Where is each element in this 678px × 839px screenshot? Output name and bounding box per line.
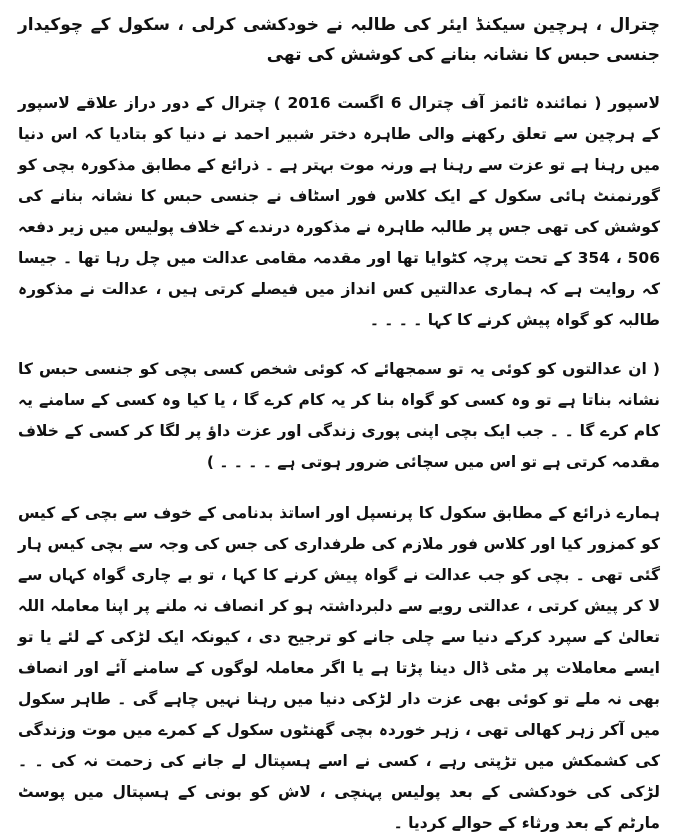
article-paragraph-intro: لاسپور ( نمائندہ ٹائمز آف چترال 6 اگست 2016 ) چترال کے دور دراز علاقے لاسپور کے ہرچین سے تعلق رکھنے والی طاہرہ دختر شبیر احمد نے دنیا کو بتادیا کہ اس دنیا میں رہنا ہے تو عزت سے رہنا ہے ورنہ موت بہتر ہے ۔ ذرائع کے مطابق مذکورہ بچی کو گورنمنٹ ہائی سکول کے ایک کلاس فور اسٹاف نے جنسی حبس کا نشانہ بنانے کی کوشش کی تھی جس پر طالبہ طاہرہ نے مذکورہ درندے کے خلاف پولیس میں زیر دفعہ 506 ، 354 کے تحت پرچہ کٹوایا تھا اور مقدمہ مقامی عدالت میں چل رہا تھا ۔ جیسا کہ روایت ہے کہ ہماری عدالتیں کس انداز میں فیصلے کرتی ہیں ، عدالت نے مذکورہ طالبہ کو گواہ پیش کرنے کا کہا ۔ ۔ ۔ ۔ [18,94,660,329]
article-headline: چترال ، ہرچین سیکنڈ ایئر کی طالبہ نے خودکشی کرلی ، سکول کے چوکیدار جنسی حبس کا نشانہ بنانے کی کوشش کی تھی [18,15,660,65]
article-paragraph-quote: ( ان عدالتوں کو کوئی یہ تو سمجھائے کہ کوئی شخص کسی بچی کو جنسی حبس کا نشانہ بناتا ہے تو وہ کسی کو گواہ بنا کر یہ کام کرے گا ، یا کیا وہ کسی کے سامنے یہ کام کرے گا ۔ ۔ جب ایک بچی اپنی پوری زندگی اور عزت داؤ پر لگا کر کسی کے خلاف مقدمہ کرتی ہے تو اس میں سچائی ضرور ہوتی ہے ۔ ۔ ۔ ۔ ) [18,360,660,471]
article-paragraph-details: ہمارے ذرائع کے مطابق سکول کا پرنسپل اور اساتذ بدنامی کے خوف سے بچی کے کیس کو کمزور کیا اور کلاس فور ملازم کی طرفداری کی جس کی وجہ سے بچی کیس ہار گئی تھی ۔ بچی کو جب عدالت نے گواہ پیش کرنے کا کہا ، تو بے چاری گواہ کہاں سے لا کر پیش کرتی ، عدالتی رویے سے دلبرداشتہ ہو کر انصاف نہ ملنے پر اپنا معاملہ اللہ تعالیٰ کے سپرد کرکے دنیا سے چلی جانے کو ترجیح دی ، کیونکہ ایک لڑکی کے لئے یا تو ایسے معاملات پر مٹی ڈال دینا پڑتا ہے یا اگر معاملہ لوگوں کے سامنے آئے اور انصاف بھی نہ ملے تو کوئی بھی عزت دار لڑکی دنیا میں رہنا نہیں چاہے گی ۔ طاہر سکول میں آکر زہر کھالی تھی ، زہر خوردہ بچی گھنٹوں سکول کے کمرے میں موت وزندگی کی کشمکش میں تڑپتی رہے ، کسی نے اسے ہسپتال لے جانے کی زحمت نہ کی ۔ ۔ لڑکی کی خودکشی کے بعد پولیس پہنچی ، لاش کو بونی کے ہسپتال میں پوسٹ مارٹم کے بعد ورثاء کے حوالے کردیا ۔ [18,504,660,832]
article [18,10,660,839]
